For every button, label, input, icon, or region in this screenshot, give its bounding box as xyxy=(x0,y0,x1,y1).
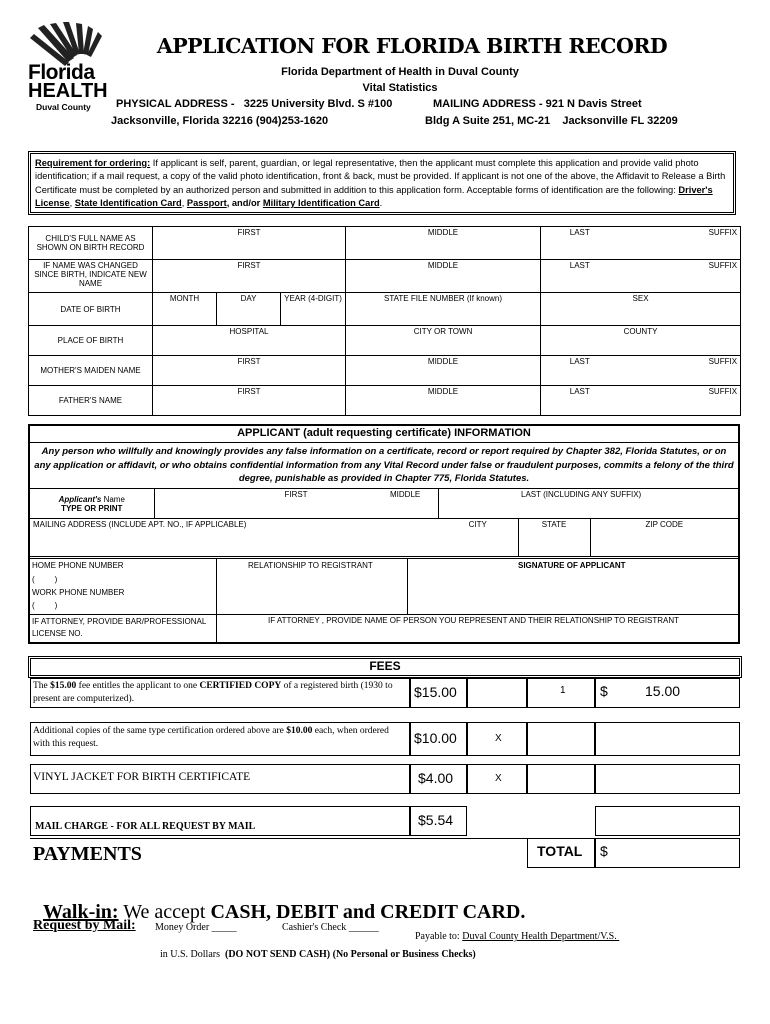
pob-label: PLACE OF BIRTH xyxy=(29,326,153,356)
sunburst-icon xyxy=(28,22,106,66)
logo-county: Duval County xyxy=(36,102,91,112)
fee-row-2-x: X xyxy=(495,733,502,744)
applicant-heading: APPLICANT (adult requesting certificate) INFORMATION xyxy=(237,427,531,439)
applicant-header-rule xyxy=(30,442,738,443)
dob-label: DATE OF BIRTH xyxy=(29,293,153,326)
fee-row-2-total[interactable] xyxy=(595,722,740,756)
fee-row-1-dollar: $ xyxy=(600,683,608,699)
requirement-box: Requirement for ordering: If applicant is self, parent, guardian, or legal representative, then the applicant must complete this application and provide valid photo identification; if a mail request, a copy of the valid photo identification, front & back, must be provided. If applicant is not one of the above, the Affidavit to Release a Birth Certificate must be completed by an authorized person and submitted in addition to this application form. Acceptable forms of identification are the following: Driver's License, State Identification Card, Passport, and/or Military Identification Card. xyxy=(28,151,736,215)
sex-field[interactable]: SEX xyxy=(541,293,741,326)
city-town-field[interactable]: CITY OR TOWN xyxy=(346,326,541,356)
requirement-text: If applicant is self, parent, guardian, or legal representative, then the applicant must complete this application and provide valid photo identification; if a mail request, a copy of the valid photo identification, front & back, must be provided. If applicant is not one of the above, the Affidavit to Release a Birth Certificate must be completed by an authorized person and submitted in addition to this application form. Acceptable forms of identification are the following: xyxy=(35,158,726,195)
mother-maiden-label: MOTHER'S MAIDEN NAME xyxy=(29,356,153,386)
page-title: APPLICATION FOR FLORIDA BIRTH RECORD xyxy=(156,34,668,58)
fee-row-1-blank xyxy=(467,678,527,708)
fee-row-3-x: X xyxy=(495,773,502,784)
fee-row-2-text: Additional copies of the same type certification ordered above are $10.00 each, when ordered with this request. xyxy=(33,726,389,749)
applicant-middle-label: MIDDLE xyxy=(390,490,421,499)
and-or: , and/or xyxy=(226,198,263,209)
state-field[interactable]: STATE xyxy=(518,519,590,557)
fee-row-3-qty[interactable] xyxy=(527,764,595,794)
hospital-field[interactable]: HOSPITAL xyxy=(153,326,346,356)
home-phone-label: HOME PHONE NUMBER xyxy=(32,561,124,570)
id-passport: Passport xyxy=(186,198,227,209)
applicant-name-label: Applicant's Name TYPE OR PRINT xyxy=(30,489,154,519)
home-phone-field[interactable]: ( ) xyxy=(32,575,58,584)
mother-middle-field[interactable]: MIDDLE xyxy=(346,356,541,386)
department-name: Florida Department of Health in Duval County xyxy=(281,66,519,78)
payable-to: Payable to: Duval County Health Department/V.S. xyxy=(415,931,620,942)
applicant-middle-field[interactable] xyxy=(438,489,518,519)
father-suffix-field[interactable]: SUFFIX xyxy=(619,386,741,416)
id-military: Military Identification Card xyxy=(262,198,380,209)
applicant-first-field[interactable]: FIRST xyxy=(154,489,438,519)
father-last-field[interactable]: LAST xyxy=(541,386,619,416)
work-phone-field[interactable]: ( ) xyxy=(32,601,58,610)
walkin-label: Walk-in: xyxy=(43,901,119,923)
cashiers-check-option[interactable]: Cashier's Check ______ xyxy=(282,922,379,933)
fee-row-1-text: The $15.00 fee entitles the applicant to one CERTIFIED COPY of a registered birth (1930 to present are computerized). xyxy=(33,681,393,704)
logo-health: HEALTH xyxy=(28,80,108,102)
requirement-end: . xyxy=(379,198,383,209)
fees-heading: FEES xyxy=(369,659,401,673)
attorney-bar-label: IF ATTORNEY, PROVIDE BAR/PROFESSIONAL LICENSE NO. xyxy=(32,617,206,638)
physical-address-line1: PHYSICAL ADDRESS - 3225 University Blvd. S #100 xyxy=(116,98,393,110)
applicant-last-field[interactable]: LAST (INCLUDING ANY SUFFIX) xyxy=(518,489,738,519)
relationship-label: RELATIONSHIP TO REGISTRANT xyxy=(248,561,373,570)
fee-row-3-text: VINYL JACKET FOR BIRTH CERTIFICATE xyxy=(33,771,251,783)
payments-heading: PAYMENTS xyxy=(33,843,142,865)
new-last-name-field[interactable]: LAST xyxy=(541,260,619,293)
mother-last-field[interactable]: LAST xyxy=(541,356,619,386)
new-first-name-field[interactable]: FIRST xyxy=(153,260,346,293)
child-info-table xyxy=(28,226,741,416)
county-field[interactable]: COUNTY xyxy=(541,326,741,356)
new-middle-name-field[interactable]: MIDDLE xyxy=(346,260,541,293)
money-order-option[interactable]: Money Order _____ xyxy=(155,922,237,933)
child-middle-name-field[interactable]: MIDDLE xyxy=(346,227,541,260)
fee-row-1-price-text: $15.00 xyxy=(414,684,457,700)
work-phone-label: WORK PHONE NUMBER xyxy=(32,588,125,597)
child-full-name-label: CHILD'S FULL NAME AS SHOWN ON BIRTH RECORD xyxy=(29,227,153,260)
fee-row-4-text: MAIL CHARGE - FOR ALL REQUEST BY MAIL xyxy=(35,821,256,832)
fee-row-2-qty[interactable] xyxy=(527,722,595,756)
dob-day-field[interactable]: DAY xyxy=(217,293,281,326)
mailing-address-line1: MAILING ADDRESS - 921 N Davis Street xyxy=(433,98,642,110)
false-info-warning: Any person who willfully and knowingly provides any false information on a certificate, record or report required by Chapter 382, Florida Statutes, or on any application or affidavit, or who obtains confidential information from any Vital Record under false or fraudulent purposes, commits a felony of the third degree, punishable as provided in Chapter 775, Florida Statutes. xyxy=(34,446,734,484)
total-label: TOTAL xyxy=(537,843,583,859)
father-name-label: FATHER'S NAME xyxy=(29,386,153,416)
applicant-table xyxy=(30,488,738,557)
father-middle-field[interactable]: MIDDLE xyxy=(346,386,541,416)
name-changed-label: IF NAME WAS CHANGED SINCE BIRTH, INDICATE NEW NAME xyxy=(29,260,153,293)
usd-note: in U.S. Dollars (DO NOT SEND CASH) (No Personal or Business Checks) xyxy=(160,949,476,960)
vital-statistics: Vital Statistics xyxy=(362,82,438,94)
fee-row-1-total-text: 15.00 xyxy=(645,683,681,699)
requirement-label: Requirement for ordering: xyxy=(35,158,151,168)
fee-row-4-price-text: $5.54 xyxy=(418,812,454,828)
mailing-address-line2: Bldg A Suite 251, MC-21 Jacksonville FL 32209 xyxy=(425,115,678,127)
father-first-field[interactable]: FIRST xyxy=(153,386,346,416)
child-suffix-field[interactable]: SUFFIX xyxy=(619,227,741,260)
child-first-name-field[interactable]: FIRST xyxy=(153,227,346,260)
fee-row-3-price-text: $4.00 xyxy=(418,770,454,786)
logo-florida: Florida xyxy=(28,61,95,84)
mother-suffix-field[interactable]: SUFFIX xyxy=(619,356,741,386)
total-amount-field[interactable] xyxy=(595,838,740,868)
id-state-card: State Identification Card xyxy=(74,198,182,209)
fee-row-3-total[interactable] xyxy=(595,764,740,794)
signature-label: SIGNATURE OF APPLICANT xyxy=(518,561,626,570)
walkin-line: Walk-in: We accept CASH, DEBIT and CREDIT CARD. xyxy=(43,901,526,923)
dob-month-field[interactable]: MONTH xyxy=(153,293,217,326)
attorney-rep-label: IF ATTORNEY , PROVIDE NAME OF PERSON YOU REPRESENT AND THEIR RELATIONSHIP TO REGISTRANT xyxy=(268,616,680,625)
id-drivers-license: Driver's License xyxy=(35,184,713,209)
child-last-name-field[interactable]: LAST xyxy=(541,227,619,260)
mailing-address-field[interactable]: MAILING ADDRESS (INCLUDE APT. NO., IF APPLICABLE) xyxy=(30,519,438,557)
mail-request-label: Request by Mail: xyxy=(33,918,136,933)
physical-address-line2: Jacksonville, Florida 32216 (904)253-1620 xyxy=(111,115,329,127)
mother-first-field[interactable]: FIRST xyxy=(153,356,346,386)
total-dollar: $ xyxy=(600,843,608,859)
fee-row-1-qty-text: 1 xyxy=(560,685,566,696)
fee-row-2-price-text: $10.00 xyxy=(414,730,457,746)
state-file-number-field[interactable]: STATE FILE NUMBER (If known) xyxy=(346,293,541,326)
fee-row-4-total[interactable] xyxy=(595,806,740,836)
dob-year-field[interactable]: YEAR (4-DIGIT) xyxy=(281,293,346,326)
zip-field[interactable]: ZIP CODE xyxy=(590,519,738,557)
new-suffix-field[interactable]: SUFFIX xyxy=(619,260,741,293)
florida-health-logo xyxy=(26,22,106,114)
city-field[interactable]: CITY xyxy=(438,519,518,557)
